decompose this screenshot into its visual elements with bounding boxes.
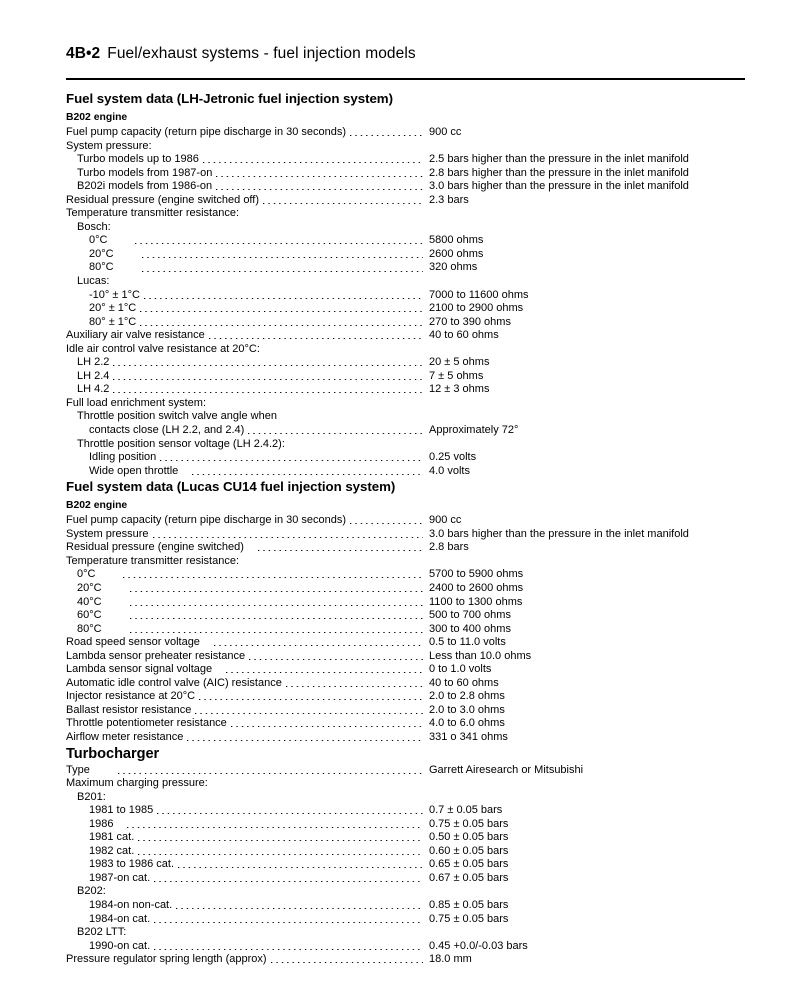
spec-row bbox=[0, 424, 800, 438]
spec-value: 900 cc bbox=[429, 126, 462, 138]
leader-dots bbox=[281, 411, 423, 422]
leader-dots bbox=[249, 650, 423, 661]
spec-row bbox=[0, 717, 800, 731]
leader-dots bbox=[195, 704, 423, 715]
leader-dots bbox=[212, 777, 423, 788]
leader-dots bbox=[127, 818, 423, 829]
spec-row bbox=[0, 568, 800, 582]
spec-label: 1982 cat. bbox=[89, 844, 135, 857]
spec-row bbox=[0, 410, 800, 424]
header-divider-rule bbox=[66, 78, 745, 80]
leader-dots bbox=[113, 356, 423, 367]
spec-row bbox=[0, 221, 800, 235]
running-head bbox=[66, 45, 416, 63]
spec-label: Lucas: bbox=[77, 275, 110, 288]
leader-dots bbox=[110, 791, 423, 802]
leader-dots bbox=[289, 438, 423, 449]
spec-row bbox=[0, 731, 800, 745]
spec-row bbox=[0, 316, 800, 330]
spec-label: Maximum charging pressure: bbox=[66, 777, 208, 790]
spec-label: 40°C bbox=[77, 595, 102, 608]
spec-row bbox=[0, 677, 800, 691]
leader-dots bbox=[187, 731, 423, 742]
spec-value: 5800 ohms bbox=[429, 234, 484, 247]
spec-row bbox=[0, 940, 800, 954]
spec-label: 1981 to 1985 bbox=[89, 804, 154, 817]
spec-row bbox=[0, 953, 800, 967]
spec-row bbox=[0, 650, 800, 664]
spec-row bbox=[0, 451, 800, 465]
leader-dots bbox=[157, 804, 423, 815]
spec-row bbox=[0, 704, 800, 718]
page-title: Fuel/exhaust systems - fuel injection models bbox=[107, 45, 416, 62]
leader-dots bbox=[264, 343, 423, 354]
spec-row bbox=[0, 777, 800, 791]
spec-row bbox=[0, 831, 800, 845]
leader-dots bbox=[178, 858, 423, 869]
spec-label: Idling position bbox=[89, 451, 157, 464]
spec-value: Garrett Airesearch or Mitsubishi bbox=[429, 763, 584, 776]
spec-label: Idle air control valve resistance at 20°C: bbox=[66, 342, 260, 355]
spec-value: 2.3 bars bbox=[429, 193, 469, 206]
leader-dots bbox=[350, 514, 423, 525]
spec-label: Lambda sensor preheater resistance bbox=[66, 649, 246, 662]
spec-value: 7 ± 5 ohms bbox=[429, 369, 484, 382]
leader-dots bbox=[263, 194, 423, 205]
spec-row bbox=[0, 343, 800, 357]
spec-row bbox=[0, 153, 800, 167]
spec-row bbox=[0, 329, 800, 343]
spec-label: Residual pressure (engine switched) bbox=[66, 541, 244, 554]
spec-label: Full load enrichment system: bbox=[66, 396, 206, 409]
leader-dots bbox=[243, 555, 423, 566]
spec-row bbox=[0, 845, 800, 859]
leader-dots bbox=[115, 221, 423, 232]
leader-dots bbox=[286, 677, 423, 688]
spec-value: 7000 to 11600 ohms bbox=[429, 288, 529, 301]
spec-row bbox=[0, 623, 800, 637]
spec-label: 1990-on cat. bbox=[89, 939, 151, 952]
leader-dots bbox=[216, 180, 423, 191]
leader-dots bbox=[160, 451, 423, 462]
spec-label: LH 2.2 bbox=[77, 356, 110, 369]
page-folio: 4B•2 bbox=[66, 45, 101, 62]
spec-value: 4.0 volts bbox=[429, 464, 470, 477]
leader-dots bbox=[142, 262, 423, 273]
spec-row bbox=[0, 302, 800, 316]
spec-label: Pressure regulator spring length (approx) bbox=[66, 953, 267, 966]
spec-label: B202: bbox=[77, 885, 106, 898]
spec-value: 0.7 ± 0.05 bars bbox=[429, 804, 503, 817]
leader-dots bbox=[140, 316, 423, 327]
leader-dots bbox=[135, 234, 423, 245]
spec-value: 0.50 ± 0.05 bars bbox=[429, 831, 509, 844]
spec-value: 2.0 to 3.0 ohms bbox=[429, 703, 505, 716]
spec-value: 0.65 ± 0.05 bars bbox=[429, 858, 509, 871]
spec-value: 2600 ohms bbox=[429, 247, 484, 260]
leader-dots bbox=[138, 845, 423, 856]
spec-label: 80°C bbox=[89, 261, 114, 274]
leader-dots bbox=[156, 140, 423, 151]
spec-value: Less than 10.0 ohms bbox=[429, 649, 532, 662]
spec-label: Road speed sensor voltage bbox=[66, 636, 200, 649]
leader-dots bbox=[130, 609, 423, 620]
spec-value: 18.0 mm bbox=[429, 953, 472, 966]
spec-value: 2.0 to 2.8 ohms bbox=[429, 690, 505, 703]
leader-dots bbox=[192, 465, 423, 476]
spec-row bbox=[0, 180, 800, 194]
spec-label: Fuel pump capacity (return pipe discharge in 30 seconds) bbox=[66, 514, 347, 527]
spec-label: -10° ± 1°C bbox=[89, 288, 140, 301]
spec-value: 40 to 60 ohms bbox=[429, 329, 499, 342]
spec-label: 20°C bbox=[89, 247, 114, 260]
spec-value: 300 to 400 ohms bbox=[429, 622, 511, 635]
spec-label: Wide open throttle bbox=[89, 464, 179, 477]
spec-row bbox=[0, 465, 800, 479]
spec-value: 1100 to 1300 ohms bbox=[429, 595, 523, 608]
spec-label: Airflow meter resistance bbox=[66, 730, 184, 743]
spec-row bbox=[0, 528, 800, 542]
spec-value: 2.8 bars higher than the pressure in the inlet manifold bbox=[429, 166, 689, 179]
spec-value: 5700 to 5900 ohms bbox=[429, 568, 524, 581]
spec-label: 0°C bbox=[77, 568, 96, 581]
spec-row bbox=[0, 126, 800, 140]
spec-row bbox=[0, 356, 800, 370]
spec-value: 900 cc bbox=[429, 514, 462, 527]
spec-label: Auxiliary air valve resistance bbox=[66, 329, 205, 342]
spec-row bbox=[0, 913, 800, 927]
leader-dots bbox=[243, 207, 423, 218]
spec-value: 40 to 60 ohms bbox=[429, 676, 499, 689]
spec-value: 2.8 bars bbox=[429, 541, 469, 554]
spec-label: Injector resistance at 20°C bbox=[66, 690, 196, 703]
spec-label: B202 LTT: bbox=[77, 926, 127, 939]
spec-row bbox=[0, 791, 800, 805]
spec-label: 1984-on cat. bbox=[89, 912, 151, 925]
spec-value: 0.85 ± 0.05 bars bbox=[429, 898, 509, 911]
spec-value: 2400 to 2600 ohms bbox=[429, 581, 524, 594]
spec-row bbox=[0, 872, 800, 886]
spec-row bbox=[0, 690, 800, 704]
spec-row bbox=[0, 582, 800, 596]
spec-value: 331 o 341 ohms bbox=[429, 730, 508, 743]
spec-value: 0.25 volts bbox=[429, 451, 477, 464]
spec-label: Lambda sensor signal voltage bbox=[66, 663, 213, 676]
spec-row bbox=[0, 514, 800, 528]
spec-value: 0.75 ± 0.05 bars bbox=[429, 817, 509, 830]
spec-value: 0.5 to 11.0 volts bbox=[429, 636, 506, 649]
spec-label: Throttle position switch valve angle when bbox=[77, 410, 277, 423]
spec-value: Approximately 72° bbox=[429, 424, 519, 437]
spec-label: Temperature transmitter resistance: bbox=[66, 207, 240, 220]
leader-dots bbox=[209, 329, 423, 340]
spec-label: Throttle potentiometer resistance bbox=[66, 717, 227, 730]
leader-dots bbox=[216, 167, 423, 178]
spec-value: 0 to 1.0 volts bbox=[429, 663, 492, 676]
spec-label: 80°C bbox=[77, 622, 102, 635]
leader-dots bbox=[231, 717, 423, 728]
spec-row bbox=[0, 438, 800, 452]
spec-label: B201: bbox=[77, 790, 106, 803]
spec-row bbox=[0, 555, 800, 569]
spec-row bbox=[0, 663, 800, 677]
spec-label: Turbo models up to 1986 bbox=[77, 153, 199, 166]
spec-value: 0.60 ± 0.05 bars bbox=[429, 844, 509, 857]
leader-dots bbox=[199, 690, 423, 701]
leader-dots bbox=[110, 885, 423, 896]
spec-label: 1987-on cat. bbox=[89, 871, 151, 884]
spec-row bbox=[0, 234, 800, 248]
spec-row bbox=[0, 885, 800, 899]
leader-dots bbox=[214, 636, 423, 647]
spec-label: 1983 to 1986 cat. bbox=[89, 858, 175, 871]
section-heading-fuel-system-data-lucas-cu14-fuel-injection-syste: Fuel system data (Lucas CU14 fuel injection system) bbox=[66, 479, 396, 495]
spec-label: Bosch: bbox=[77, 220, 111, 233]
spec-label: Ballast resistor resistance bbox=[66, 703, 192, 716]
spec-label: Residual pressure (engine switched off) bbox=[66, 193, 260, 206]
spec-row bbox=[0, 609, 800, 623]
leader-dots bbox=[113, 383, 423, 394]
spec-row bbox=[0, 248, 800, 262]
spec-row bbox=[0, 818, 800, 832]
leader-dots bbox=[154, 872, 423, 883]
leader-dots bbox=[130, 623, 423, 634]
spec-label: 1986 bbox=[89, 817, 114, 830]
spec-value: 20 ± 5 ohms bbox=[429, 356, 490, 369]
spec-value: 0.45 +0.0/-0.03 bars bbox=[429, 939, 528, 952]
spec-label: 60°C bbox=[77, 609, 102, 622]
section-subheading-b202-engine: B202 engine bbox=[66, 112, 128, 123]
spec-label: Throttle position sensor voltage (LH 2.4.2): bbox=[77, 437, 285, 450]
section-heading-fuel-system-data-lh-jetronic-fuel-injection-syst: Fuel system data (LH-Jetronic fuel injection system) bbox=[66, 91, 393, 106]
leader-dots bbox=[113, 275, 423, 286]
leader-dots bbox=[130, 582, 423, 593]
spec-label: Turbo models from 1987-on bbox=[77, 166, 213, 179]
spec-row bbox=[0, 636, 800, 650]
spec-value: 2.5 bars higher than the pressure in the inlet manifold bbox=[429, 153, 689, 166]
leader-dots bbox=[271, 953, 423, 964]
specifications-content bbox=[0, 90, 800, 967]
spec-label: B202i models from 1986-on bbox=[77, 180, 213, 193]
spec-row bbox=[0, 397, 800, 411]
leader-dots bbox=[248, 424, 423, 435]
spec-label: contacts close (LH 2.2, and 2.4) bbox=[89, 424, 245, 437]
spec-value: 4.0 to 6.0 ohms bbox=[429, 717, 505, 730]
leader-dots bbox=[176, 899, 423, 910]
leader-dots bbox=[140, 302, 423, 313]
leader-dots bbox=[130, 596, 423, 607]
spec-value: 500 to 700 ohms bbox=[429, 609, 511, 622]
spec-row bbox=[0, 289, 800, 303]
spec-row bbox=[0, 194, 800, 208]
spec-row bbox=[0, 275, 800, 289]
spec-row bbox=[0, 167, 800, 181]
leader-dots bbox=[258, 541, 423, 552]
leader-dots bbox=[142, 248, 423, 259]
spec-row bbox=[0, 764, 800, 778]
spec-label: 20° ± 1°C bbox=[89, 302, 137, 315]
spec-label: System pressure: bbox=[66, 139, 152, 152]
spec-value: 320 ohms bbox=[429, 261, 478, 274]
spec-label: 0°C bbox=[89, 234, 108, 247]
leader-dots bbox=[203, 153, 423, 164]
spec-row bbox=[0, 596, 800, 610]
leader-dots bbox=[144, 289, 423, 300]
section-subheading-b202-engine: B202 engine bbox=[66, 500, 128, 512]
spec-row bbox=[0, 926, 800, 940]
section-heading-turbocharger: Turbocharger bbox=[66, 745, 160, 762]
leader-dots bbox=[113, 370, 423, 381]
leader-dots bbox=[123, 568, 423, 579]
leader-dots bbox=[130, 926, 423, 937]
spec-row bbox=[0, 383, 800, 397]
spec-row bbox=[0, 858, 800, 872]
spec-row bbox=[0, 541, 800, 555]
spec-label: 1981 cat. bbox=[89, 831, 135, 844]
spec-value: 3.0 bars higher than the pressure in the inlet manifold bbox=[429, 180, 689, 193]
spec-label: LH 2.4 bbox=[77, 369, 110, 382]
leader-dots bbox=[138, 831, 423, 842]
spec-row bbox=[0, 804, 800, 818]
spec-row bbox=[0, 140, 800, 154]
spec-label: Fuel pump capacity (return pipe discharge in 30 seconds) bbox=[66, 126, 347, 138]
spec-label: LH 4.2 bbox=[77, 383, 110, 396]
leader-dots bbox=[154, 913, 423, 924]
spec-value: 0.75 ± 0.05 bars bbox=[429, 912, 509, 925]
spec-row bbox=[0, 261, 800, 275]
spec-value: 0.67 ± 0.05 bars bbox=[429, 871, 509, 884]
leader-dots bbox=[153, 528, 423, 539]
spec-label: System pressure bbox=[66, 527, 149, 540]
leader-dots bbox=[118, 764, 423, 775]
spec-label: Automatic idle control valve (AIC) resistance bbox=[66, 676, 282, 689]
leader-dots bbox=[350, 126, 423, 137]
spec-value: 3.0 bars higher than the pressure in the inlet manifold bbox=[429, 527, 689, 540]
leader-dots bbox=[154, 940, 423, 951]
spec-label: 20°C bbox=[77, 581, 102, 594]
leader-dots bbox=[226, 663, 423, 674]
spec-value: 2100 to 2900 ohms bbox=[429, 302, 524, 315]
spec-label: Temperature transmitter resistance: bbox=[66, 554, 240, 567]
spec-label: 80° ± 1°C bbox=[89, 315, 137, 328]
spec-value: 12 ± 3 ohms bbox=[429, 383, 490, 396]
spec-label: 1984-on non-cat. bbox=[89, 898, 173, 911]
spec-row bbox=[0, 899, 800, 913]
spec-value: 270 to 390 ohms bbox=[429, 315, 511, 328]
spec-row bbox=[0, 207, 800, 221]
spec-label: Type bbox=[66, 763, 90, 776]
spec-row bbox=[0, 370, 800, 384]
leader-dots bbox=[210, 397, 423, 408]
